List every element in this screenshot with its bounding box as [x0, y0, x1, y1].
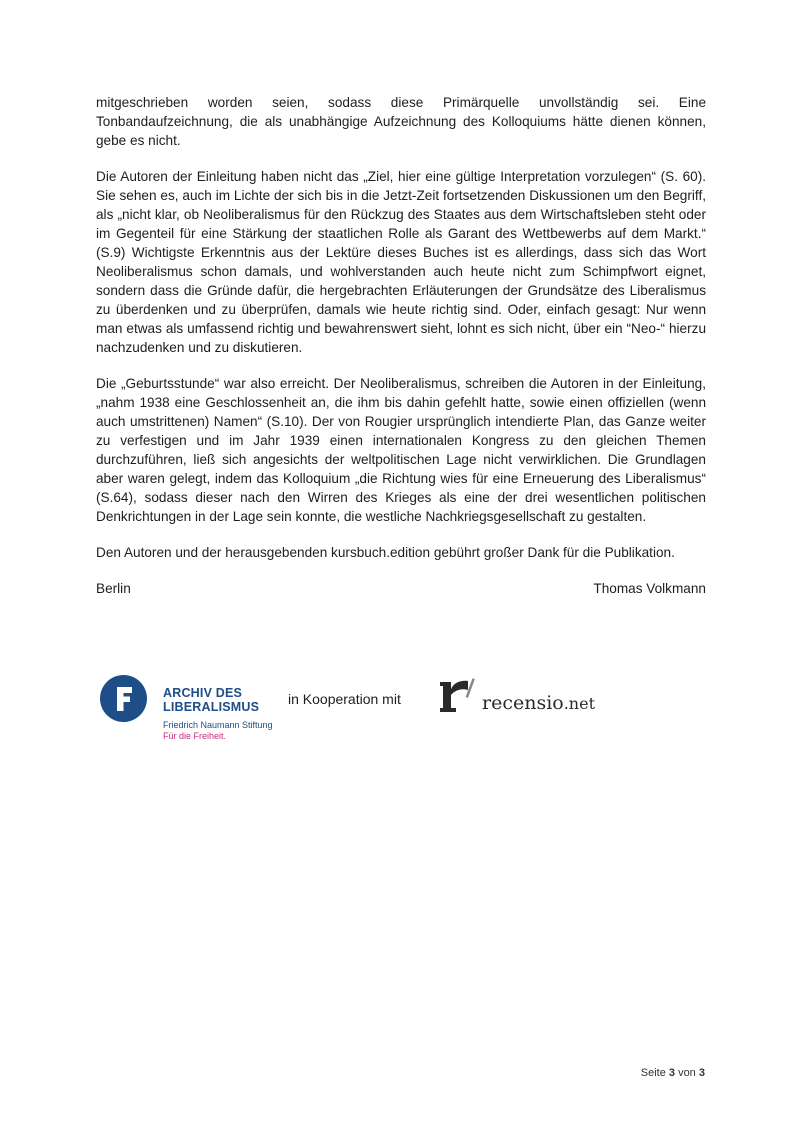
paragraph: Die „Geburtsstunde“ war also erreicht. Der Neoliberalismus, schreiben die Autoren in der Einleitung, „nahm 1938 eine Geschlossenheit an, die ihm bis dahin gefehlt hatte, sowie einen offiziellen (wenn auch umstrittenen) Namen“ (S.10). Der von Rougier ursprünglich intendierte Plan, das Ganze weiter zu verfestigen und im Jahr 1939 einen internationalen Kongress zu den gleichen Themen durchzuführen, ließ sich angesichts der weltpolitischen Lage nicht verwirklichen. Die Grundlagen aber waren gelegt, indem das Kolloquium „die Richtung wies für eine Erneuerung des Liberalismus“ (S.64), sodass dieser nach den Wirren des Krieges als eine der drei wesentlichen politischen Denkrichtungen in der Lage sein konnte, die westliche Nachkriegsgesellschaft zu gestalten. [96, 376, 706, 524]
paragraph-thanks: Den Autoren und der herausgebenden kursbuch.edition gebührt großer Dank für die Publikation. [96, 545, 675, 560]
signature-place: Berlin [96, 581, 131, 596]
archiv-subtitle-slogan: Für die Freiheit. [163, 731, 227, 741]
recensio-wordmark [482, 692, 595, 714]
logo-strip [100, 672, 620, 744]
signature-author: Thomas Volkmann [593, 581, 706, 596]
recensio-wordmark-main: recensio [482, 692, 564, 714]
archiv-title-line2: LIBERALISMUS [163, 700, 260, 714]
document-body [96, 93, 706, 598]
page-number-current: 3 [668, 1067, 675, 1079]
signature-row [96, 579, 706, 598]
paragraph: mitgeschrieben worden seien, sodass diese Primärquelle unvollständig sei. Eine Tonbandaufzeichnung, die als unabhängige Aufzeichnung des Kolloquiums hätte dienen können, gebe es nicht. [96, 95, 706, 148]
archiv-title-line1: ARCHIV DES [163, 686, 243, 700]
page-number-separator: von [678, 1067, 696, 1079]
archiv-title [163, 686, 259, 714]
page-number-prefix: Seite [640, 1067, 666, 1079]
paragraph: Die Autoren der Einleitung haben nicht das „Ziel, hier eine gültige Interpretation vorzulegen“ (S. 60). Sie sehen es, auch im Lichte der sich bis in die Jetzt-Zeit fortsetzenden Diskussionen um den Begriff, als „nicht klar, ob Neoliberalismus für den Rückzug des Staates aus dem Wirtschaftsleben steht oder im Gegenteil für eine Stärkung der staatlichen Rolle als Garant des Wettbewerbs auf dem Markt.“ (S.9) Wichtigste Erkenntnis aus der Lektüre dieses Buches ist es allerdings, dass sich das Wort Neoliberalismus schon damals, und wohlverstanden auch heute nicht zum Schimpfwort eignet, sondern dass die Gründe dafür, die hergebrachten Erläuterungen der Grundsätze des Liberalismus zu überdenken und zu überprüfen, damals wie heute richtig sind. Oder, einfach gesagt: Nur wenn man etwas als umfassend richtig und bewahrenswert sieht, lohnt es sich nicht, über ein “Neo-“ hierzu nachzudenken und zu diskutieren. [96, 169, 706, 355]
archiv-subtitle-foundation: Friedrich Naumann Stiftung [163, 720, 273, 730]
page-number [641, 1067, 705, 1079]
archiv-des-liberalismus-logo [100, 672, 275, 744]
page-number-total: 3 [698, 1067, 705, 1079]
recensio-logo [440, 678, 610, 718]
kooperation-text: in Kooperation mit [288, 691, 401, 707]
recensio-wordmark-suffix: .net [563, 694, 596, 713]
recensio-r-icon [440, 678, 480, 714]
fnf-f-icon [100, 675, 147, 722]
